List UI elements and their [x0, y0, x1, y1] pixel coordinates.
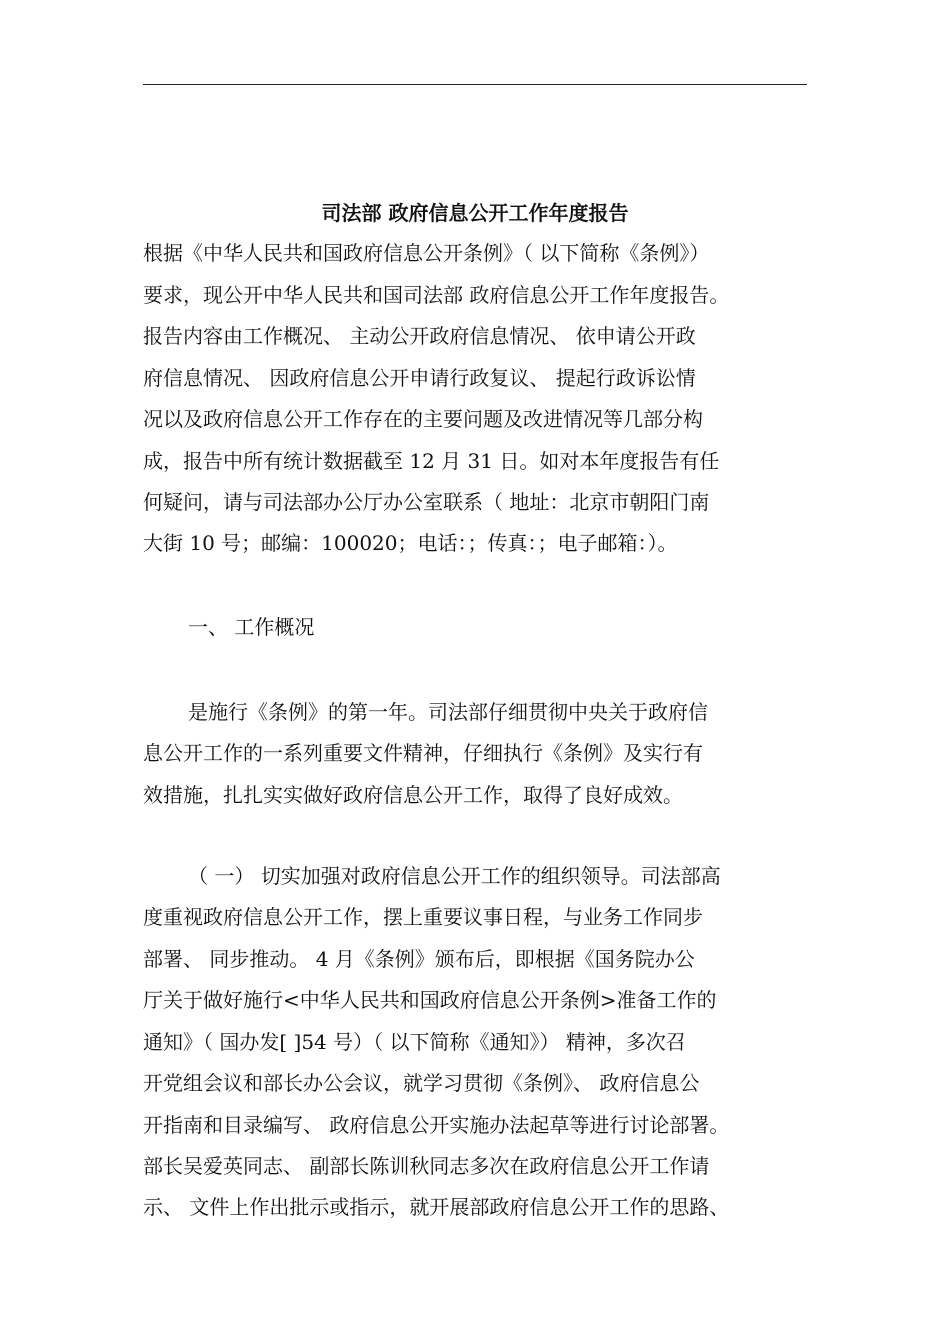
intro-line: 况以及政府信息公开工作存在的主要问题及改进情况等几部分构	[143, 407, 703, 431]
paragraph-line: 开指南和目录编写、 政府信息公开实施办法起草等进行讨论部署。	[143, 1113, 730, 1137]
document-title: 司法部 政府信息公开工作年度报告	[321, 201, 629, 225]
intro-line: 大街 10 号；邮编：100020；电话：；传真：；电子邮箱：）。	[143, 531, 678, 555]
intro-line: 根据《中华人民共和国政府信息公开条例》（ 以下简称《条例》）	[143, 241, 710, 265]
section-heading: 一、 工作概况	[188, 615, 315, 639]
paragraph-line: 通知》（ 国办发[ ]54 号）（ 以下简称《通知》） 精神，多次召	[143, 1030, 686, 1054]
paragraph-line: 部署、 同步推动。 4 月《条例》颁布后，即根据《国务院办公	[143, 947, 695, 971]
paragraph-line: 是施行《条例》的第一年。司法部仔细贯彻中央关于政府信	[188, 700, 708, 724]
intro-line: 成，报告中所有统计数据截至 12 月 31 日。如对本年度报告有任	[143, 449, 720, 473]
paragraph-line: （ 一） 切实加强对政府信息公开工作的组织领导。司法部高	[188, 864, 721, 888]
intro-line: 何疑问，请与司法部办公厅办公室联系（ 地址：北京市朝阳门南	[143, 490, 710, 514]
paragraph-line: 部长吴爱英同志、 副部长陈训秋同志多次在政府信息公开工作请	[143, 1154, 710, 1178]
intro-line: 要求，现公开中华人民共和国司法部 政府信息公开工作年度报告。	[143, 283, 730, 307]
paragraph-line: 厅关于做好施行<中华人民共和国政府信息公开条例>准备工作的	[143, 988, 717, 1012]
intro-line: 报告内容由工作概况、 主动公开政府信息情况、 依申请公开政	[143, 324, 696, 348]
paragraph-line: 示、 文件上作出批示或指示，就开展部政府信息公开工作的思路、	[143, 1195, 730, 1219]
paragraph-line: 效措施，扎扎实实做好政府信息公开工作，取得了良好成效。	[143, 783, 683, 807]
header-rule	[143, 84, 807, 85]
paragraph-line: 息公开工作的一系列重要文件精神，仔细执行《条例》及实行有	[143, 741, 703, 765]
paragraph-line: 开党组会议和部长办公会议，就学习贯彻《条例》、 政府信息公	[143, 1071, 700, 1095]
intro-line: 府信息情况、 因政府信息公开申请行政复议、 提起行政诉讼情	[143, 366, 696, 390]
paragraph-line: 度重视政府信息公开工作，摆上重要议事日程，与业务工作同步	[143, 905, 703, 929]
